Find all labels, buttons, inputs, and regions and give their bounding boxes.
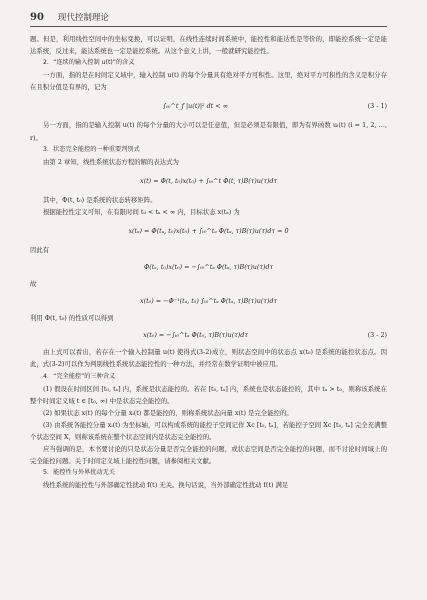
page-body	[30, 33, 387, 491]
equation: x(t₀) = −Φ⁻¹(tₐ, t₀) ∫ₜ₀^tₐ Φ(tₐ, τ)B(τ)u(τ)dτ	[140, 297, 277, 306]
paragraph: 由上式可以看出，若存在一个输入控制量 u(t) 使得式(3-2)成立，则状态空间中的状态点 x(t₀) 是系统的能控状态点。因此，式(3-2)可以作为判别线性系统状态能控性的一种方法，并经常在数学证明中被应用。	[30, 348, 387, 369]
equation-row	[30, 257, 387, 277]
equation-row	[30, 169, 387, 193]
equation-row	[30, 291, 387, 311]
paragraph: (2) 如果状态 x(t) 的每个分量 xᵢ(t) 都是能控的，则称系统状态向量 x(t) 是完全能控的。	[43, 408, 293, 417]
equation-row	[30, 219, 387, 243]
paragraph: (1) 假设在时间区间 [t₀, tₐ] 内，系统是状态能控的。若在 [t₀, tₐ] 内，系统也是状态能控的，其中 tₐ > t₀，则称该系统在整个时间定义域 t ∈ [t₀, ∞) 中是状态完全能控的。	[30, 384, 387, 405]
paragraph: 题。但是，利用线性空间中的坐标变换，可以证明，在线性连续时间系统中，能控性和能达性是等价的，即能控系统一定是能达系统，反过来，能达系统也一定是能控系统。从这个意义上讲，一般就研究能控性。	[30, 35, 387, 56]
paragraph: 因此有	[30, 246, 50, 255]
paragraph: 线性系统的能控性与外部确定性扰动 f(t) 无关。换句话说，当外部确定性扰动 f(t) 满足	[43, 481, 289, 490]
equation: Φ(tₐ, t₀)x(t₀) = −∫ₜ₀^tₐ Φ(tₐ, τ)B(τ)u(τ)dτ	[144, 263, 273, 272]
paragraph: (3) 由系统各能控分量 xᵢ(t) 为坐标轴，可以构成系统的能控子空间记作 Xc [t₀, tₐ]，若能控子空间 Xc [t₀, tₐ] 完全充满整个状态空间 X，则称该系统在整个状态空间内是状态完全能控的。	[30, 420, 387, 441]
paragraph: 另一方面，指的是输入控制 u(t) 的每个分量的大小可以是任意值，但是必须是有限值，即为有界函数 uᵢ(t) (i = 1, 2, …, r)。	[30, 121, 387, 142]
paragraph: 由第 2 章知，线性系统状态方程的解的表达式为	[43, 157, 179, 166]
section-heading: 5．能控性与外界扰动无关	[43, 469, 115, 477]
paragraph: 故	[30, 280, 37, 289]
equation: x(t) = Φ(t, t₀)x(t₀) + ∫ₜ₀^t Φ(t, τ)B(τ)u(τ)dτ	[140, 176, 277, 185]
page-number: 90	[30, 12, 44, 23]
section-heading: 4．“完全能控”的三种含义	[43, 372, 116, 380]
section-heading: 2．“连续的输入控制 u(t)”的含义	[43, 59, 135, 67]
equation-row	[30, 325, 387, 345]
equation: ∫ₜ₀^t_f |u(t)|² dt < ∞	[163, 102, 228, 111]
equation-number: (3 - 2)	[367, 331, 387, 340]
paragraph: 其中，Φ(t, t₀) 是系统的状态转移矩阵。	[43, 195, 157, 204]
page-header	[30, 11, 387, 27]
paragraph: 一方面，指的是在时间定义域中，输入控制 u(t) 的每个分量具有绝对平方可积性。这里，绝对平方可积性的含义是积分存在且积分值是有界的，记为	[30, 71, 387, 92]
equation-number: (3 - 1)	[367, 102, 387, 111]
paragraph: 应当强调的是，本书要讨论的只是状态分量是否完全能控的问题，或状态空间是否完全能控的问题，而不讨论时间域上的完全能控问题。关于时间定义域上能控性问题，请参阅相关文献。	[30, 445, 387, 466]
equation: x(t₀) = −∫ₜ₀^tₐ Φ(t₀, τ)B(τ)u(τ)dτ	[143, 331, 248, 340]
equation: x(tₐ) = Φ(tₐ, t₀)x(t₀) + ∫ₜ₀^tₐ Φ(tₐ, τ)B(τ)u(τ)dτ = 0	[128, 226, 289, 235]
section-heading: 3．状态完全能控的一种重要判别式	[43, 145, 140, 153]
equation-row	[30, 94, 387, 118]
running-title: 现代控制理论	[57, 13, 109, 23]
paragraph: 利用 Φ(t, t₀) 的性质可以得到	[30, 314, 114, 323]
paragraph: 根据能控性定义可知，在有限时间 t₀ < tₐ < ∞ 内，目标状态 x(tₐ) 为	[43, 207, 240, 216]
